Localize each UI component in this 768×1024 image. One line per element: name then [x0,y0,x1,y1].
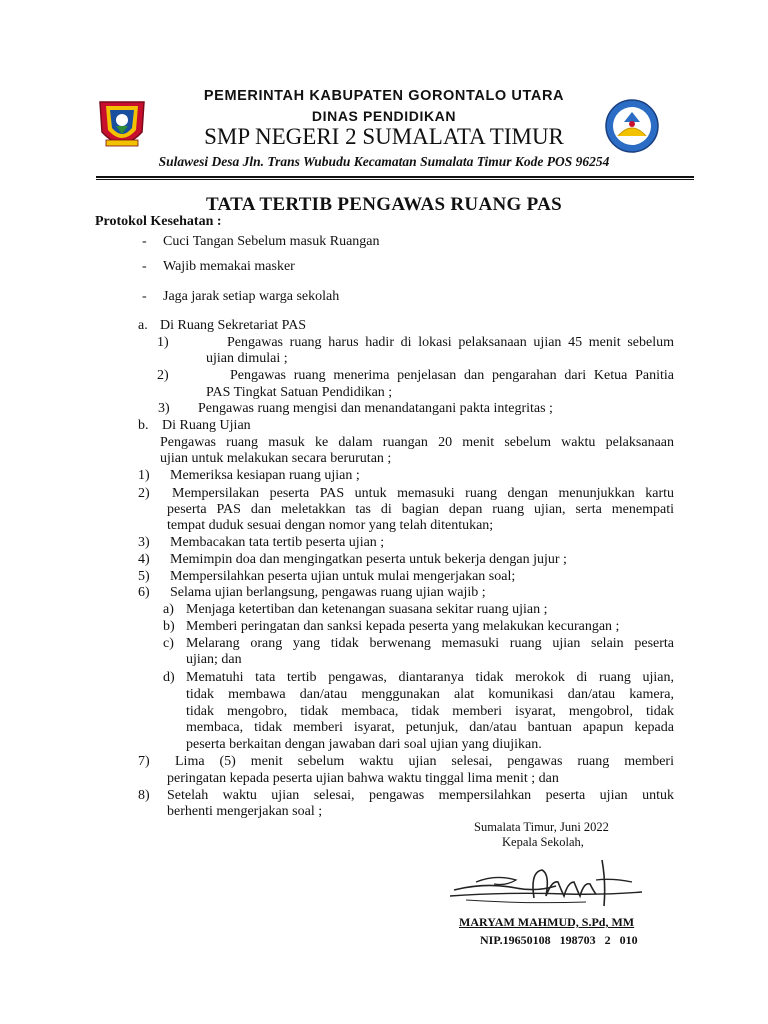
header-government: PEMERINTAH KABUPATEN GORONTALO UTARA [203,88,565,104]
sublist-marker: b) [163,619,175,634]
bullet-marker: - [142,259,147,274]
sublist-item-cont: ujian; dan [186,652,242,667]
list-item-cont: ujian dimulai ; [206,351,288,366]
list-marker: 6) [138,585,150,600]
protokol-item: Cuci Tangan Sebelum masuk Ruangan [163,234,380,249]
section-a-heading: Di Ruang Sekretariat PAS [160,318,307,333]
list-item: Pengawas ruang menerima penjelasan dan pengarahan dari Ketua Panitia [230,368,674,383]
sublist-marker: c) [163,636,174,651]
protokol-item: Jaga jarak setiap warga sekolah [163,289,340,304]
list-item: Pengawas ruang mengisi dan menandatangani pakta integritas ; [198,401,553,416]
header-department: DINAS PENDIDIKAN [311,108,457,124]
list-item: Membacakan tata tertib peserta ujian ; [170,535,385,550]
list-item: Mempersilakan peserta PAS untuk memasuki ruang dengan menunjukkan kartu [172,486,674,501]
signature-nip: NIP.19650108 198703 2 010 [480,933,638,947]
bullet-marker: - [142,289,147,304]
protokol-item: Wajib memakai masker [163,259,295,274]
list-item-cont: tempat duduk sesuai dengan nomor yang telah ditentukan; [167,518,494,533]
list-item-cont: PAS Tingkat Satuan Pendidikan ; [206,385,393,400]
list-marker: 8) [138,788,150,803]
list-item: Pengawas ruang harus hadir di lokasi pelaksanaan ujian 45 menit sebelum [227,335,674,350]
section-b-intro-cont: ujian untuk melakukan secara berurutan ; [160,451,392,466]
signature-name: MARYAM MAHMUD, S.Pd, MM [459,915,635,929]
header-address: Sulawesi Desa Jln. Trans Wubudu Kecamatan Sumalata Timur Kode POS 96254 [158,154,610,169]
list-item-cont: peserta PAS dan meletakkan tas di bagian depan ruang ujian, serta menempati [167,502,674,517]
list-marker: 5) [138,569,150,584]
list-marker: 3) [158,401,170,416]
signature-position: Kepala Sekolah, [502,835,584,849]
handwritten-signature-icon [446,852,646,912]
list-item: Setelah waktu ujian selesai, pengawas mempersilahkan peserta ujian untuk [167,788,674,803]
list-item: Mempersilahkan peserta ujian untuk mulai mengerjakan soal; [170,569,516,584]
sublist-item: Menjaga ketertiban dan ketenangan suasana sekitar ruang ujian ; [186,602,548,617]
header-rule-thick [96,176,694,178]
sublist-marker: a) [163,602,174,617]
sublist-item: Mematuhi tata tertib pengawas, diantaranya tidak merokok di ruang ujian, [186,670,674,685]
list-marker: 7) [138,754,150,769]
sublist-item: Memberi peringatan dan sanksi kepada peserta yang melakukan kecurangan ; [186,619,620,634]
list-marker: 4) [138,552,150,567]
list-marker: 3) [138,535,150,550]
section-b-marker: b. [138,418,149,433]
list-marker: 1) [157,335,169,350]
list-item: Lima (5) menit sebelum waktu ujian selesai, pengawas ruang memberi [175,754,674,769]
sublist-item-cont: membaca, tidak memberi isyarat, petunjuk, dan/atau bantuan apapun kepada [186,720,674,735]
sublist-marker: d) [163,670,175,685]
signature-place-date: Sumalata Timur, Juni 2022 [474,820,609,834]
sublist-item: Melarang orang yang tidak berwenang memasuki ruang ujian selain peserta [186,636,674,651]
list-item-cont: berhenti mengerjakan soal ; [167,804,323,819]
section-b-intro: Pengawas ruang masuk ke dalam ruangan 20 menit sebelum waktu pelaksanaan [160,435,674,450]
section-a-marker: a. [138,318,148,333]
list-item: Memeriksa kesiapan ruang ujian ; [170,468,360,483]
list-item: Selama ujian berlangsung, pengawas ruang ujian wajib ; [170,585,486,600]
list-marker: 1) [138,468,150,483]
list-item: Memimpin doa dan mengingatkan peserta untuk bekerja dengan jujur ; [170,552,567,567]
list-marker: 2) [138,486,150,501]
page-title: TATA TERTIB PENGAWAS RUANG PAS [205,194,563,215]
bullet-marker: - [142,234,147,249]
header-rule-thin [96,179,694,180]
sublist-item-cont: peserta berkaitan dengan jawaban dari soal ujian yang diujikan. [186,737,542,752]
section-b-heading: Di Ruang Ujian [162,418,251,433]
list-item-cont: peringatan kepada peserta ujian bahwa waktu tinggal lima menit ; dan [167,771,559,786]
protokol-heading: Protokol Kesehatan : [95,214,222,229]
sublist-item-cont: tidak membawa dan/atau menggunakan alat komunikasi dan/atau kamera, [186,687,674,702]
sublist-item-cont: tidak mengobro, tidak membaca, tidak memberi isyarat, mengobrol, tidak [186,704,674,719]
list-marker: 2) [157,368,169,383]
header-school-name: SMP NEGERI 2 SUMALATA TIMUR [204,124,564,149]
